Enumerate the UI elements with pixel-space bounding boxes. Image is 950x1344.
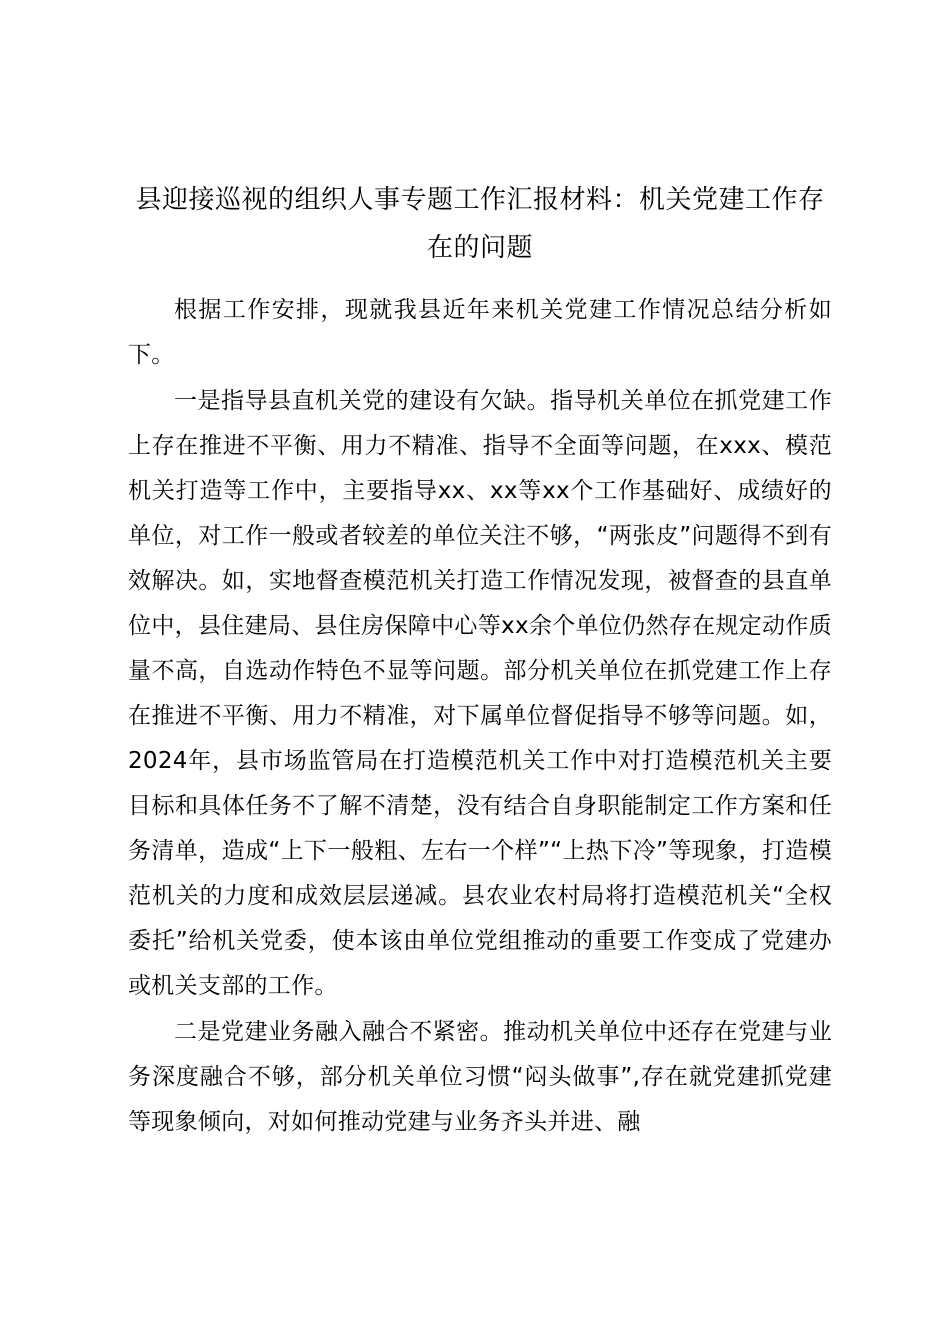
paragraph-point-one: 一是指导县直机关党的建设有欠缺。指导机关单位在抓党建工作上存在推进不平衡、用力不精准、指导不全面等问题，在xxx、模范机关打造等工作中，主要指导xx、xx等xx个工作基础好、成绩好的单位，对工作一般或者较差的单位关注不够，“两张皮”问题得不到有效解决。如，实地督查模范机关打造工作情况发现，被督查的县直单位中，县住建局、县住房保障中心等xx余个单位仍然存在规定动作质量不高，自选动作特色不显等问题。部分机关单位在抓党建工作上存在推进不平衡、用力不精准，对下属单位督促指导不够等问题。如，2024年，县市场监管局在打造模范机关工作中对打造模范机关主要目标和具体任务不了解不清楚，没有结合自身职能制定工作方案和任务清单，造成“上下一般粗、左右一个样”“上热下冷”等现象，打造模范机关的力度和成效层层递减。县农业农村局将打造模范机关“全权委托”给机关党委，使本该由单位党组推动的重要工作变成了党建办或机关支部的工作。: [128, 388, 832, 999]
paragraph-point-two: 二是党建业务融入融合不紧密。推动机关单位中还存在党建与业务深度融合不够，部分机关单位习惯“闷头做事”,存在就党建抓党建等现象倾向，对如何推动党建与业务齐头并进、融: [128, 1019, 832, 1135]
document-title: 县迎接巡视的组织人事专题工作汇报材料：机关党建工作存在的问题: [135, 185, 825, 263]
document-page: [128, 176, 832, 1146]
paragraph-intro: 根据工作安排，现就我县近年来机关党建工作情况总结分析如下。: [128, 297, 832, 368]
document-body: [128, 288, 832, 1145]
